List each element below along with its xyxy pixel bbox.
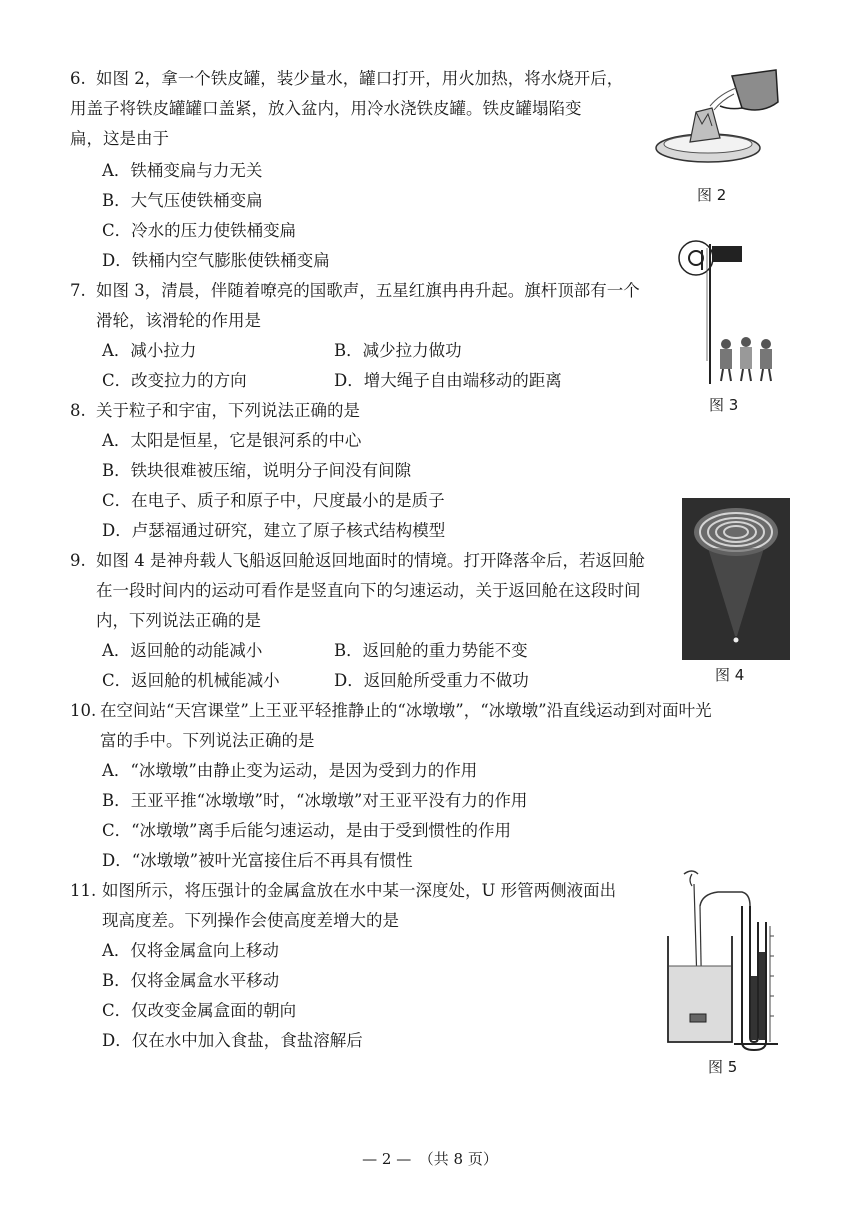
- question-6-option-a: A．铁桶变扁与力无关: [102, 161, 263, 180]
- figure-3-illustration: [674, 236, 784, 386]
- question-7-stem-line-1: 如图 3，清晨，伴随着嘹亮的国歌声，五星红旗冉冉升起。旗杆顶部有一个: [96, 281, 640, 300]
- question-7-option-d: D．增大绳子自由端移动的距离: [334, 371, 562, 390]
- question-9-stem-line-2: 在一段时间内的运动可看作是竖直向下的匀速运动，关于返回舱在这段时间: [96, 581, 641, 600]
- question-6-option-c: C．冷水的压力使铁桶变扁: [102, 221, 297, 240]
- question-11-number: 11.: [70, 881, 97, 900]
- question-8-option-a: A．太阳是恒星，它是银河系的中心: [102, 431, 362, 450]
- question-8-option-b: B．铁块很难被压缩，说明分子间没有间隙: [102, 461, 412, 480]
- question-6-stem-line-1: 如图 2，拿一个铁皮罐，装少量水，罐口打开，用火加热，将水烧开后，: [96, 69, 624, 88]
- question-9-stem-line-3: 内，下列说法正确的是: [96, 611, 261, 630]
- question-7-option-c: C．改变拉力的方向: [102, 371, 247, 390]
- question-11-stem-line-1: 如图所示，将压强计的金属盒放在水中某一深度处，U 形管两侧液面出: [102, 881, 617, 900]
- question-7-number: 7.: [70, 281, 86, 300]
- figure-2-caption: 图 2: [697, 186, 727, 204]
- question-9-option-d: D．返回舱所受重力不做功: [334, 671, 529, 690]
- question-11-option-d: D．仅在水中加入食盐，食盐溶解后: [102, 1031, 363, 1050]
- figure-4-caption: 图 4: [715, 666, 745, 684]
- figure-5-caption: 图 5: [708, 1058, 738, 1076]
- figure-2-illustration: [650, 64, 790, 174]
- question-11-option-b: B．仅将金属盒水平移动: [102, 971, 280, 990]
- question-10-stem-line-1: 在空间站“天宫课堂”上王亚平轻推静止的“冰墩墩”，“冰墩墩”沿直线运动到对面叶光: [100, 701, 712, 720]
- figure-4-photo: [682, 498, 790, 660]
- figure-3-caption: 图 3: [709, 396, 739, 414]
- question-7-stem-line-2: 滑轮，该滑轮的作用是: [96, 311, 261, 330]
- question-9-option-a: A．返回舱的动能减小: [102, 641, 263, 660]
- question-8-option-c: C．在电子、质子和原子中，尺度最小的是质子: [102, 491, 445, 510]
- question-9-option-b: B．返回舱的重力势能不变: [334, 641, 528, 660]
- question-9-option-c: C．返回舱的机械能减小: [102, 671, 280, 690]
- question-6-option-b: B．大气压使铁桶变扁: [102, 191, 263, 210]
- question-9-number: 9.: [70, 551, 86, 570]
- question-7-option-a: A．减小拉力: [102, 341, 197, 360]
- question-9-stem-line-1: 如图 4 是神舟载人飞船返回舱返回地面时的情境。打开降落伞后，若返回舱: [96, 551, 645, 570]
- page-footer: — 2 — （共 8 页）: [362, 1150, 498, 1168]
- question-10-number: 10.: [70, 701, 97, 720]
- question-10-option-a: A．“冰墩墩”由静止变为运动，是因为受到力的作用: [102, 761, 478, 780]
- question-6-stem-line-3: 扁，这是由于: [70, 129, 169, 148]
- question-6-number: 6.: [70, 69, 86, 88]
- question-6-stem-line-2: 用盖子将铁皮罐罐口盖紧，放入盆内，用冷水浇铁皮罐。铁皮罐塌陷变: [70, 99, 582, 118]
- question-11-stem-line-2: 现高度差。下列操作会使高度差增大的是: [102, 911, 399, 930]
- question-6-option-d: D．铁桶内空气膨胀使铁桶变扁: [102, 251, 330, 270]
- question-11-option-c: C．仅改变金属盒面的朝向: [102, 1001, 297, 1020]
- question-10-option-d: D．“冰墩墩”被叶光富接住后不再具有惯性: [102, 851, 413, 870]
- figure-5-pressure-gauge: [662, 866, 782, 1052]
- question-7-option-b: B．减少拉力做功: [334, 341, 462, 360]
- question-8-stem-line-1: 关于粒子和宇宙，下列说法正确的是: [96, 401, 360, 420]
- question-8-option-d: D．卢瑟福通过研究，建立了原子核式结构模型: [102, 521, 446, 540]
- question-10-option-c: C．“冰墩墩”离手后能匀速运动，是由于受到惯性的作用: [102, 821, 511, 840]
- question-10-stem-line-2: 富的手中。下列说法正确的是: [100, 731, 315, 750]
- question-11-option-a: A．仅将金属盒向上移动: [102, 941, 279, 960]
- question-10-option-b: B．王亚平推“冰墩墩”时，“冰墩墩”对王亚平没有力的作用: [102, 791, 528, 810]
- question-8-number: 8.: [70, 401, 86, 420]
